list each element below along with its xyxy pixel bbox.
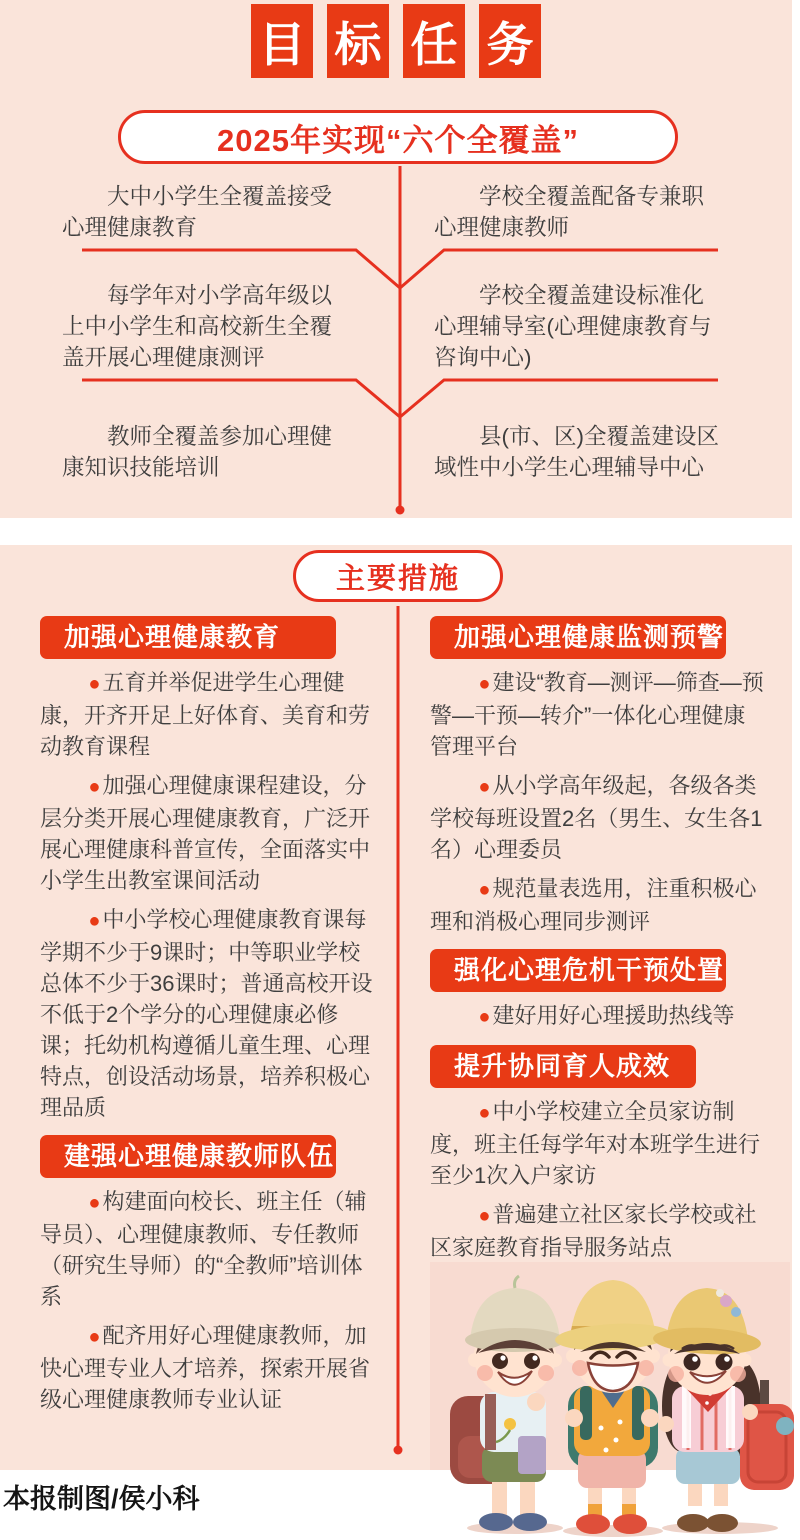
bullet-text: 中小学校建立全员家访制度，班主任每学年对本班学生进行至少1次入户家访 bbox=[430, 1099, 761, 1188]
bullet-text: 中小学校心理健康教育课每学期不少于9课时；中等职业学校总体不少于36课时；普通高校开设不低于2个学分的心理健康必修课；托幼机构遵循儿童生理、心理特点，创设活动场景，培养积极心理品质 bbox=[40, 907, 373, 1120]
measure-bullet bbox=[40, 1320, 376, 1415]
bullet-dot-icon: ● bbox=[478, 1205, 491, 1227]
children-illustration bbox=[430, 1256, 796, 1538]
measure-bullet bbox=[430, 1199, 766, 1263]
goals-heading: 2025年实现“六个全覆盖” bbox=[118, 110, 678, 164]
bullet-dot-icon: ● bbox=[478, 879, 491, 901]
measure-bullet bbox=[430, 1096, 766, 1191]
goal-item: 学校全覆盖配备专兼职心理健康教师 bbox=[434, 184, 705, 240]
measure-bullet bbox=[40, 1186, 376, 1312]
bullet-text: 规范量表选用，注重积极心理和消极心理同步测评 bbox=[430, 876, 757, 934]
measure-bullet bbox=[430, 667, 766, 762]
measure-bullet bbox=[430, 1000, 766, 1033]
goal-item: 每学年对小学高年级以上中小学生和高校新生全覆盖开展心理健康测评 bbox=[62, 283, 333, 370]
bullet-dot-icon: ● bbox=[478, 673, 491, 695]
measure-bullet bbox=[40, 770, 376, 896]
measure-bullet bbox=[430, 770, 766, 865]
bullet-text: 普遍建立社区家长学校或社区家庭教育指导服务站点 bbox=[430, 1202, 757, 1260]
bullet-dot-icon: ● bbox=[88, 910, 101, 932]
title-char-box: 目 bbox=[251, 4, 313, 78]
title-char-box: 标 bbox=[327, 4, 389, 78]
measures-right-column bbox=[430, 616, 766, 1263]
section-title-banner: 强化心理危机干预处置 bbox=[430, 949, 726, 992]
bullet-text: 加强心理健康课程建设，分层分类开展心理健康教育，广泛开展心理健康科普宣传，全面落实中小学生出教室课间活动 bbox=[40, 773, 371, 893]
section-title-banner: 提升协同育人成效 bbox=[430, 1045, 696, 1088]
goal-item: 教师全覆盖参加心理健康知识技能培训 bbox=[62, 424, 333, 480]
measure-bullet bbox=[40, 667, 376, 762]
bullet-text: 五育并举促进学生心理健康，开齐开足上好体育、美育和劳动教育课程 bbox=[40, 670, 371, 759]
bullet-text: 建好用好心理援助热线等 bbox=[492, 1003, 735, 1028]
bullet-dot-icon: ● bbox=[88, 776, 101, 798]
measure-bullet bbox=[430, 873, 766, 937]
goal-item: 学校全覆盖建设标准化心理辅导室(心理健康教育与咨询中心) bbox=[434, 283, 712, 370]
section-title-banner: 加强心理健康教育 bbox=[40, 616, 336, 659]
bullet-dot-icon: ● bbox=[478, 1006, 491, 1028]
bullet-text: 建设“教育—测评—筛查—预警—干预—转介”一体化心理健康管理平台 bbox=[430, 670, 764, 759]
bullet-dot-icon: ● bbox=[478, 1102, 491, 1124]
credit-caption: 本报制图/侯小科 bbox=[3, 1484, 200, 1514]
goal-item: 县(市、区)全覆盖建设区域性中小学生心理辅导中心 bbox=[434, 424, 719, 480]
bullet-text: 配齐用好心理健康教师，加快心理专业人才培养，探索开展省级心理健康教师专业认证 bbox=[40, 1323, 371, 1412]
bullet-text: 构建面向校长、班主任（辅导员）、心理健康教师、专任教师（研究生导师）的“全教师”培训体系 bbox=[40, 1189, 367, 1309]
title-char-box: 务 bbox=[479, 4, 541, 78]
bullet-dot-icon: ● bbox=[88, 1326, 101, 1348]
goal-item: 大中小学生全覆盖接受心理健康教育 bbox=[62, 184, 333, 240]
section-title-banner: 加强心理健康监测预警 bbox=[430, 616, 726, 659]
measures-heading: 主要措施 bbox=[293, 550, 503, 602]
bullet-text: 从小学高年级起，各级各类学校每班设置2名（男生、女生各1名）心理委员 bbox=[430, 773, 763, 862]
section-title-banner: 建强心理健康教师队伍 bbox=[40, 1135, 336, 1178]
page-title bbox=[0, 4, 792, 78]
measures-left-column bbox=[40, 616, 376, 1415]
title-char-box: 任 bbox=[403, 4, 465, 78]
bullet-dot-icon: ● bbox=[478, 776, 491, 798]
bullet-dot-icon: ● bbox=[88, 1192, 101, 1214]
measure-bullet bbox=[40, 904, 376, 1123]
bullet-dot-icon: ● bbox=[88, 673, 101, 695]
